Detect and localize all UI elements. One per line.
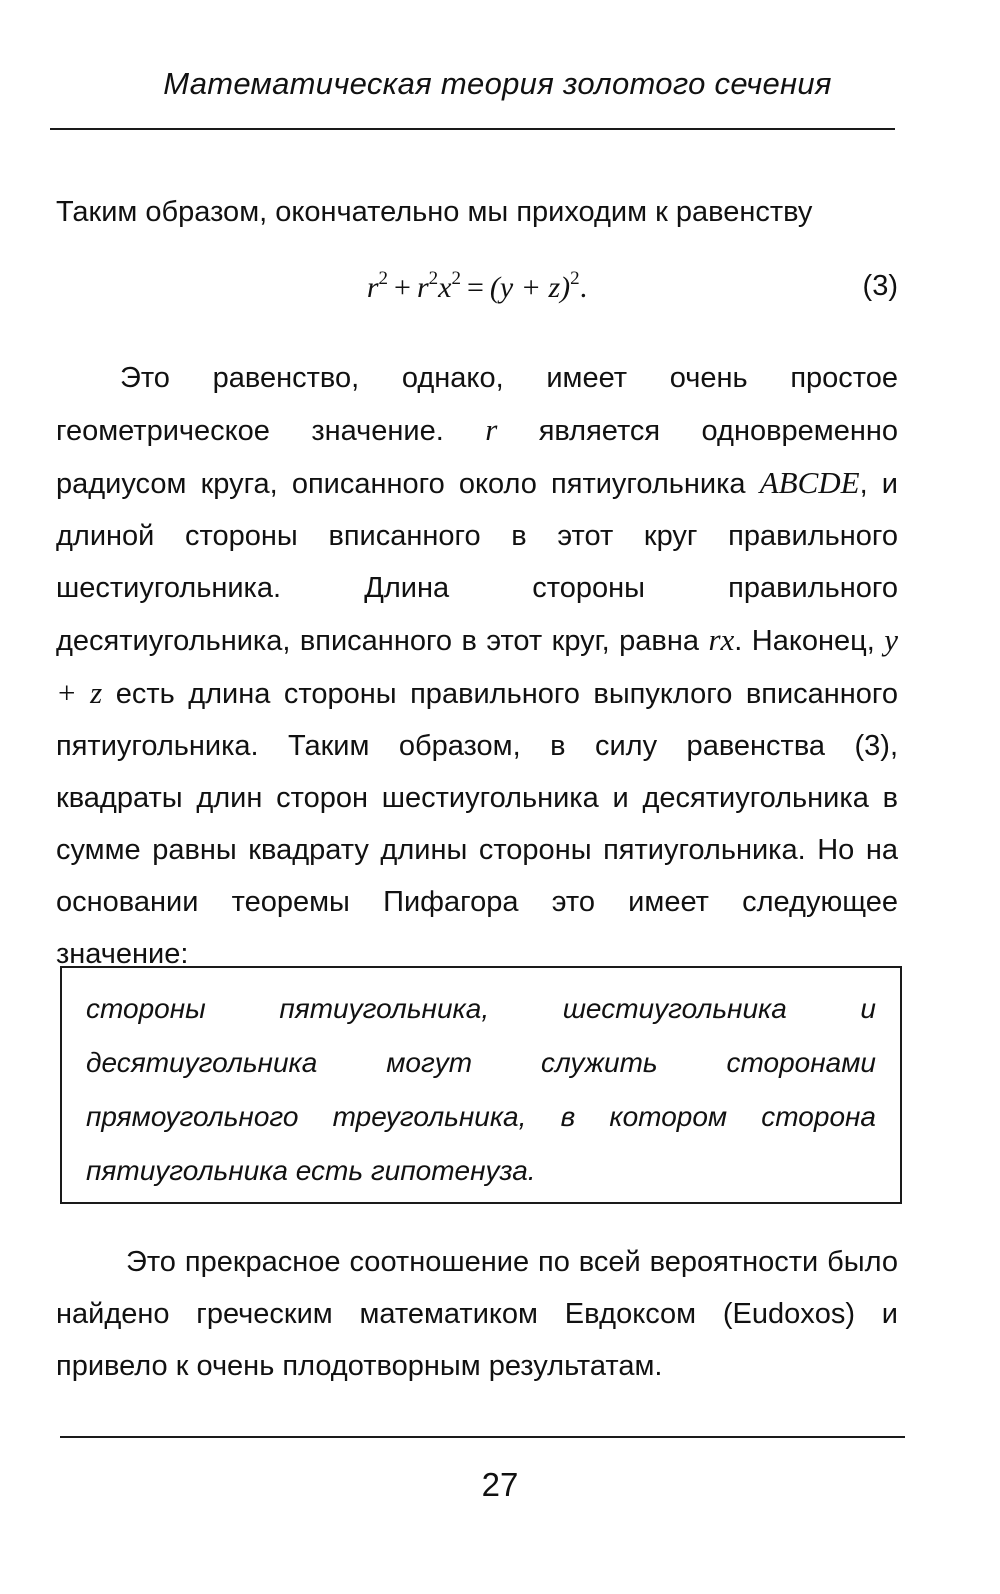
eq-r: r xyxy=(416,271,429,304)
eq-rhs: (y + z) xyxy=(489,271,571,304)
para1-text: есть длина стороны правильного выпуклого вписанного пятиугольника. Таким образом, в силу равенства (3), квадраты длин сторон шестиугольника и десятиугольника в сумме равны квадрату длины стороны пятиугольника. Но на основании теоремы Пифагора это имеет следующее значение: xyxy=(56,678,898,970)
equation-row xyxy=(56,264,898,320)
math-y-plus-z: y + z xyxy=(56,622,898,710)
intro-sentence: Таким образом, окончательно мы приходим к равенству xyxy=(56,196,813,228)
para1-text: , и длиной стороны вписанного в этот круг правильного шестиугольника. Длина стороны правильного десятиугольника, вписанного в этот круг, равна xyxy=(56,468,898,657)
paragraph-geometric-meaning xyxy=(56,352,898,980)
boxed-theorem xyxy=(60,966,902,1204)
paragraph-eudoxos: Это прекрасное соотношение по всей вероятности было найдено греческим математиком Евдоксом (Eudoxos) и привело к очень плодотворным результатам. xyxy=(56,1246,898,1382)
eq-exponent: 2 xyxy=(428,268,439,289)
para1-text: является одновременно радиусом круга, описанного около пятиугольника xyxy=(56,415,898,500)
eq-period: . xyxy=(579,271,588,304)
para1-text: Это равенство, однако, имеет очень простое геометрическое значение. xyxy=(56,362,898,447)
eq-equals: = xyxy=(466,271,484,304)
eq-exponent: 2 xyxy=(451,268,461,289)
eq-plus: + xyxy=(394,271,411,304)
running-head-title: Математическая теория золотого сечения xyxy=(163,66,832,101)
equation-3 xyxy=(56,268,898,305)
math-rx: rx xyxy=(708,622,735,657)
footer-rule xyxy=(60,1436,905,1438)
header-rule xyxy=(50,128,895,130)
math-abcde: ABCDE xyxy=(759,465,860,500)
equation-number: (3) xyxy=(862,270,898,302)
page-number: 27 xyxy=(481,1466,519,1503)
eq-exponent: 2 xyxy=(378,268,389,289)
para1-text: . Наконец, xyxy=(734,625,885,657)
eq-exponent: 2 xyxy=(570,268,580,289)
math-r: r xyxy=(485,412,498,447)
boxed-theorem-text: стороны пятиугольника, шестиугольника и десятиугольника могут служить сторонами прямоугольного треугольника, в котором сторона пятиугольника есть гипотенуза. xyxy=(86,993,876,1186)
eq-r: r xyxy=(366,271,379,304)
eq-x: x xyxy=(438,271,452,304)
